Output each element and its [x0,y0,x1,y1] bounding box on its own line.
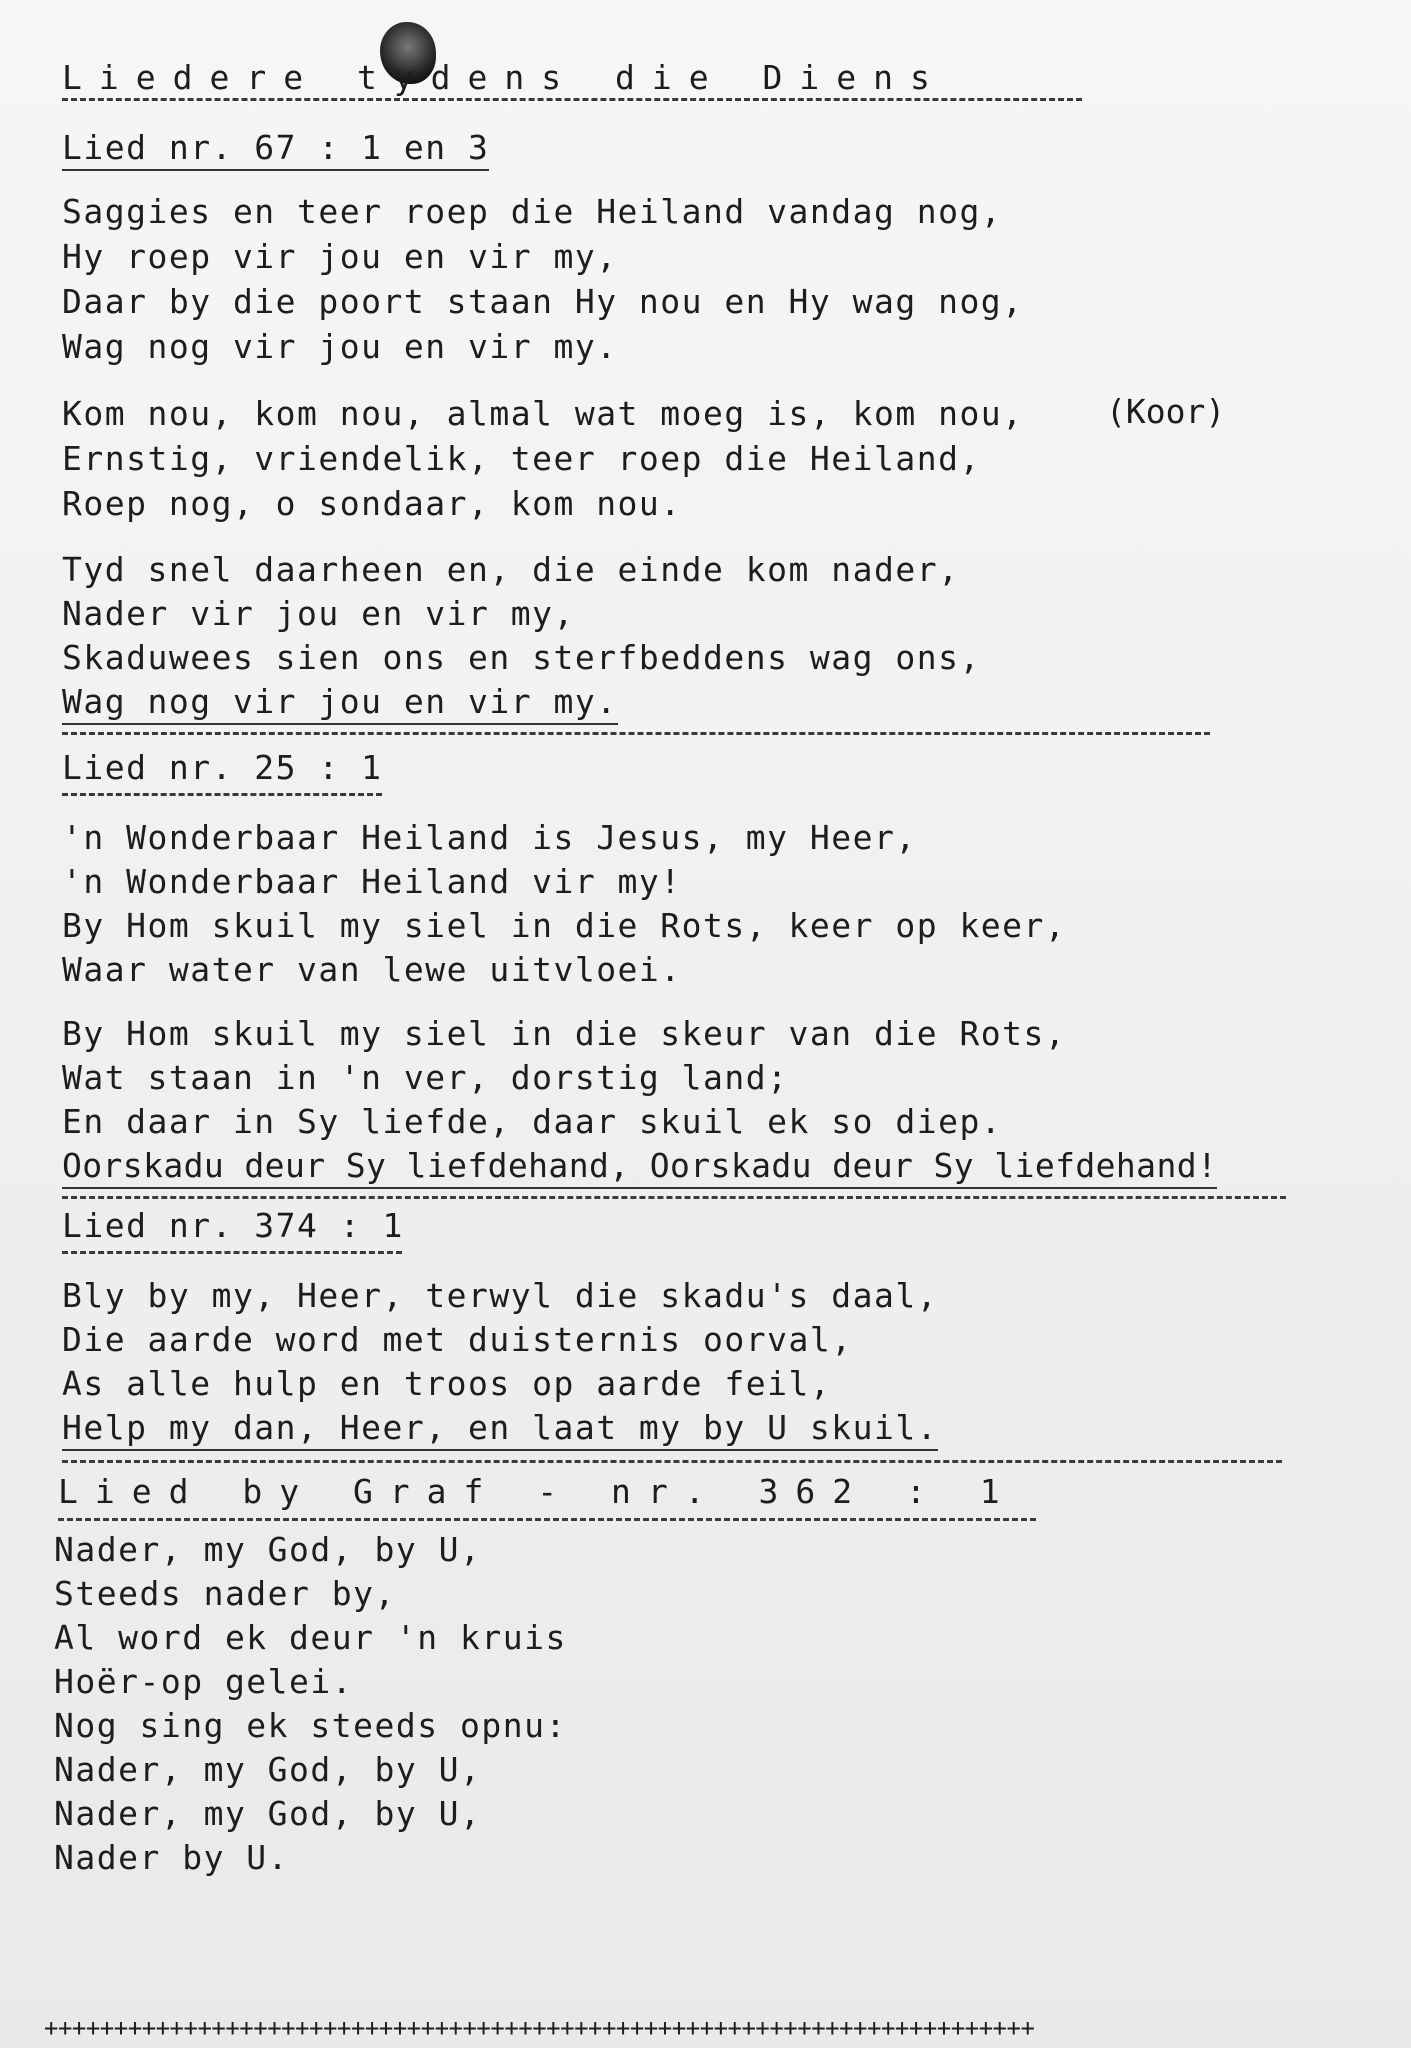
song-heading: Lied nr. 67 : 1 en 3 [62,128,489,171]
lyric-line: Nader, my God, by U, [54,1750,482,1789]
lyric-line: Skaduwees sien ons en sterfbeddens wag ons, [62,638,981,677]
lyric-line: Die aarde word met duisternis oorval, [62,1320,853,1359]
lyric-line: Wat staan in 'n ver, dorstig land; [62,1058,789,1097]
section-divider [62,732,1210,735]
lyric-line: Help my dan, Heer, en laat my by U skuil. [62,1408,938,1451]
title-underline [62,98,1082,101]
lyric-line: Nader, my God, by U, [54,1794,482,1833]
lyric-line: As alle hulp en troos op aarde feil, [62,1364,832,1403]
song-heading: Lied by Graf - nr. 362 : 1 [58,1472,1017,1511]
lyric-line: Hy roep vir jou en vir my, [62,237,618,276]
lyric-line: 'n Wonderbaar Heiland vir my! [62,862,682,901]
section-divider [62,1196,1286,1199]
section-divider [62,1460,1282,1463]
lyric-line: Ernstig, vriendelik, teer roep die Heiland, [62,439,981,478]
lyric-line: Nader, my God, by U, [54,1530,482,1569]
lyric-line: Saggies en teer roep die Heiland vandag nog, [62,192,1003,231]
lyric-line: Nog sing ek steeds opnu: [54,1706,567,1745]
lyric-line: Kom nou, kom nou, almal wat moeg is, kom nou, [62,394,1024,433]
lyric-line: 'n Wonderbaar Heiland is Jesus, my Heer, [62,818,917,857]
heading-underline [58,1518,1036,1521]
choir-note: (Koor) [1106,392,1226,431]
footer-plus-line: +++++++++++++++++++++++++++++++++++++++++++++++++++++++++++++++++++++++ [44,2014,1035,2042]
lyric-line: En daar in Sy liefde, daar skuil ek so diep. [62,1102,1003,1141]
lyric-line: Roep nog, o sondaar, kom nou. [62,484,682,523]
lyric-line: Oorskadu deur Sy liefdehand, Oorskadu deur Sy liefdehand! [62,1146,1217,1189]
lyric-line: Nader vir jou en vir my, [62,594,575,633]
lyric-line: Tyd snel daarheen en, die einde kom nader, [62,550,960,589]
page-title: Liedere tydens die Diens [62,58,947,97]
song-heading: Lied nr. 25 : 1 [62,748,383,787]
lyric-line: Nader by U. [54,1838,290,1877]
lyric-line: Waar water van lewe uitvloei. [62,950,682,989]
lyric-line: Bly by my, Heer, terwyl die skadu's daal, [62,1276,939,1315]
lyric-line: By Hom skuil my siel in die Rots, keer op keer, [62,906,1067,945]
heading-underline [62,793,382,796]
lyric-line: Steeds nader by, [54,1574,396,1613]
lyric-line: Daar by die poort staan Hy nou en Hy wag nog, [62,282,1024,321]
lyric-line: Wag nog vir jou en vir my. [62,682,618,725]
song-heading: Lied nr. 374 : 1 [62,1206,404,1245]
lyric-line: Hoër-op gelei. [54,1662,354,1701]
lyric-line: Wag nog vir jou en vir my. [62,327,618,366]
lyric-line: By Hom skuil my siel in die skeur van die Rots, [62,1014,1067,1053]
heading-underline [62,1251,402,1254]
lyric-line: Al word ek deur 'n kruis [54,1618,567,1657]
